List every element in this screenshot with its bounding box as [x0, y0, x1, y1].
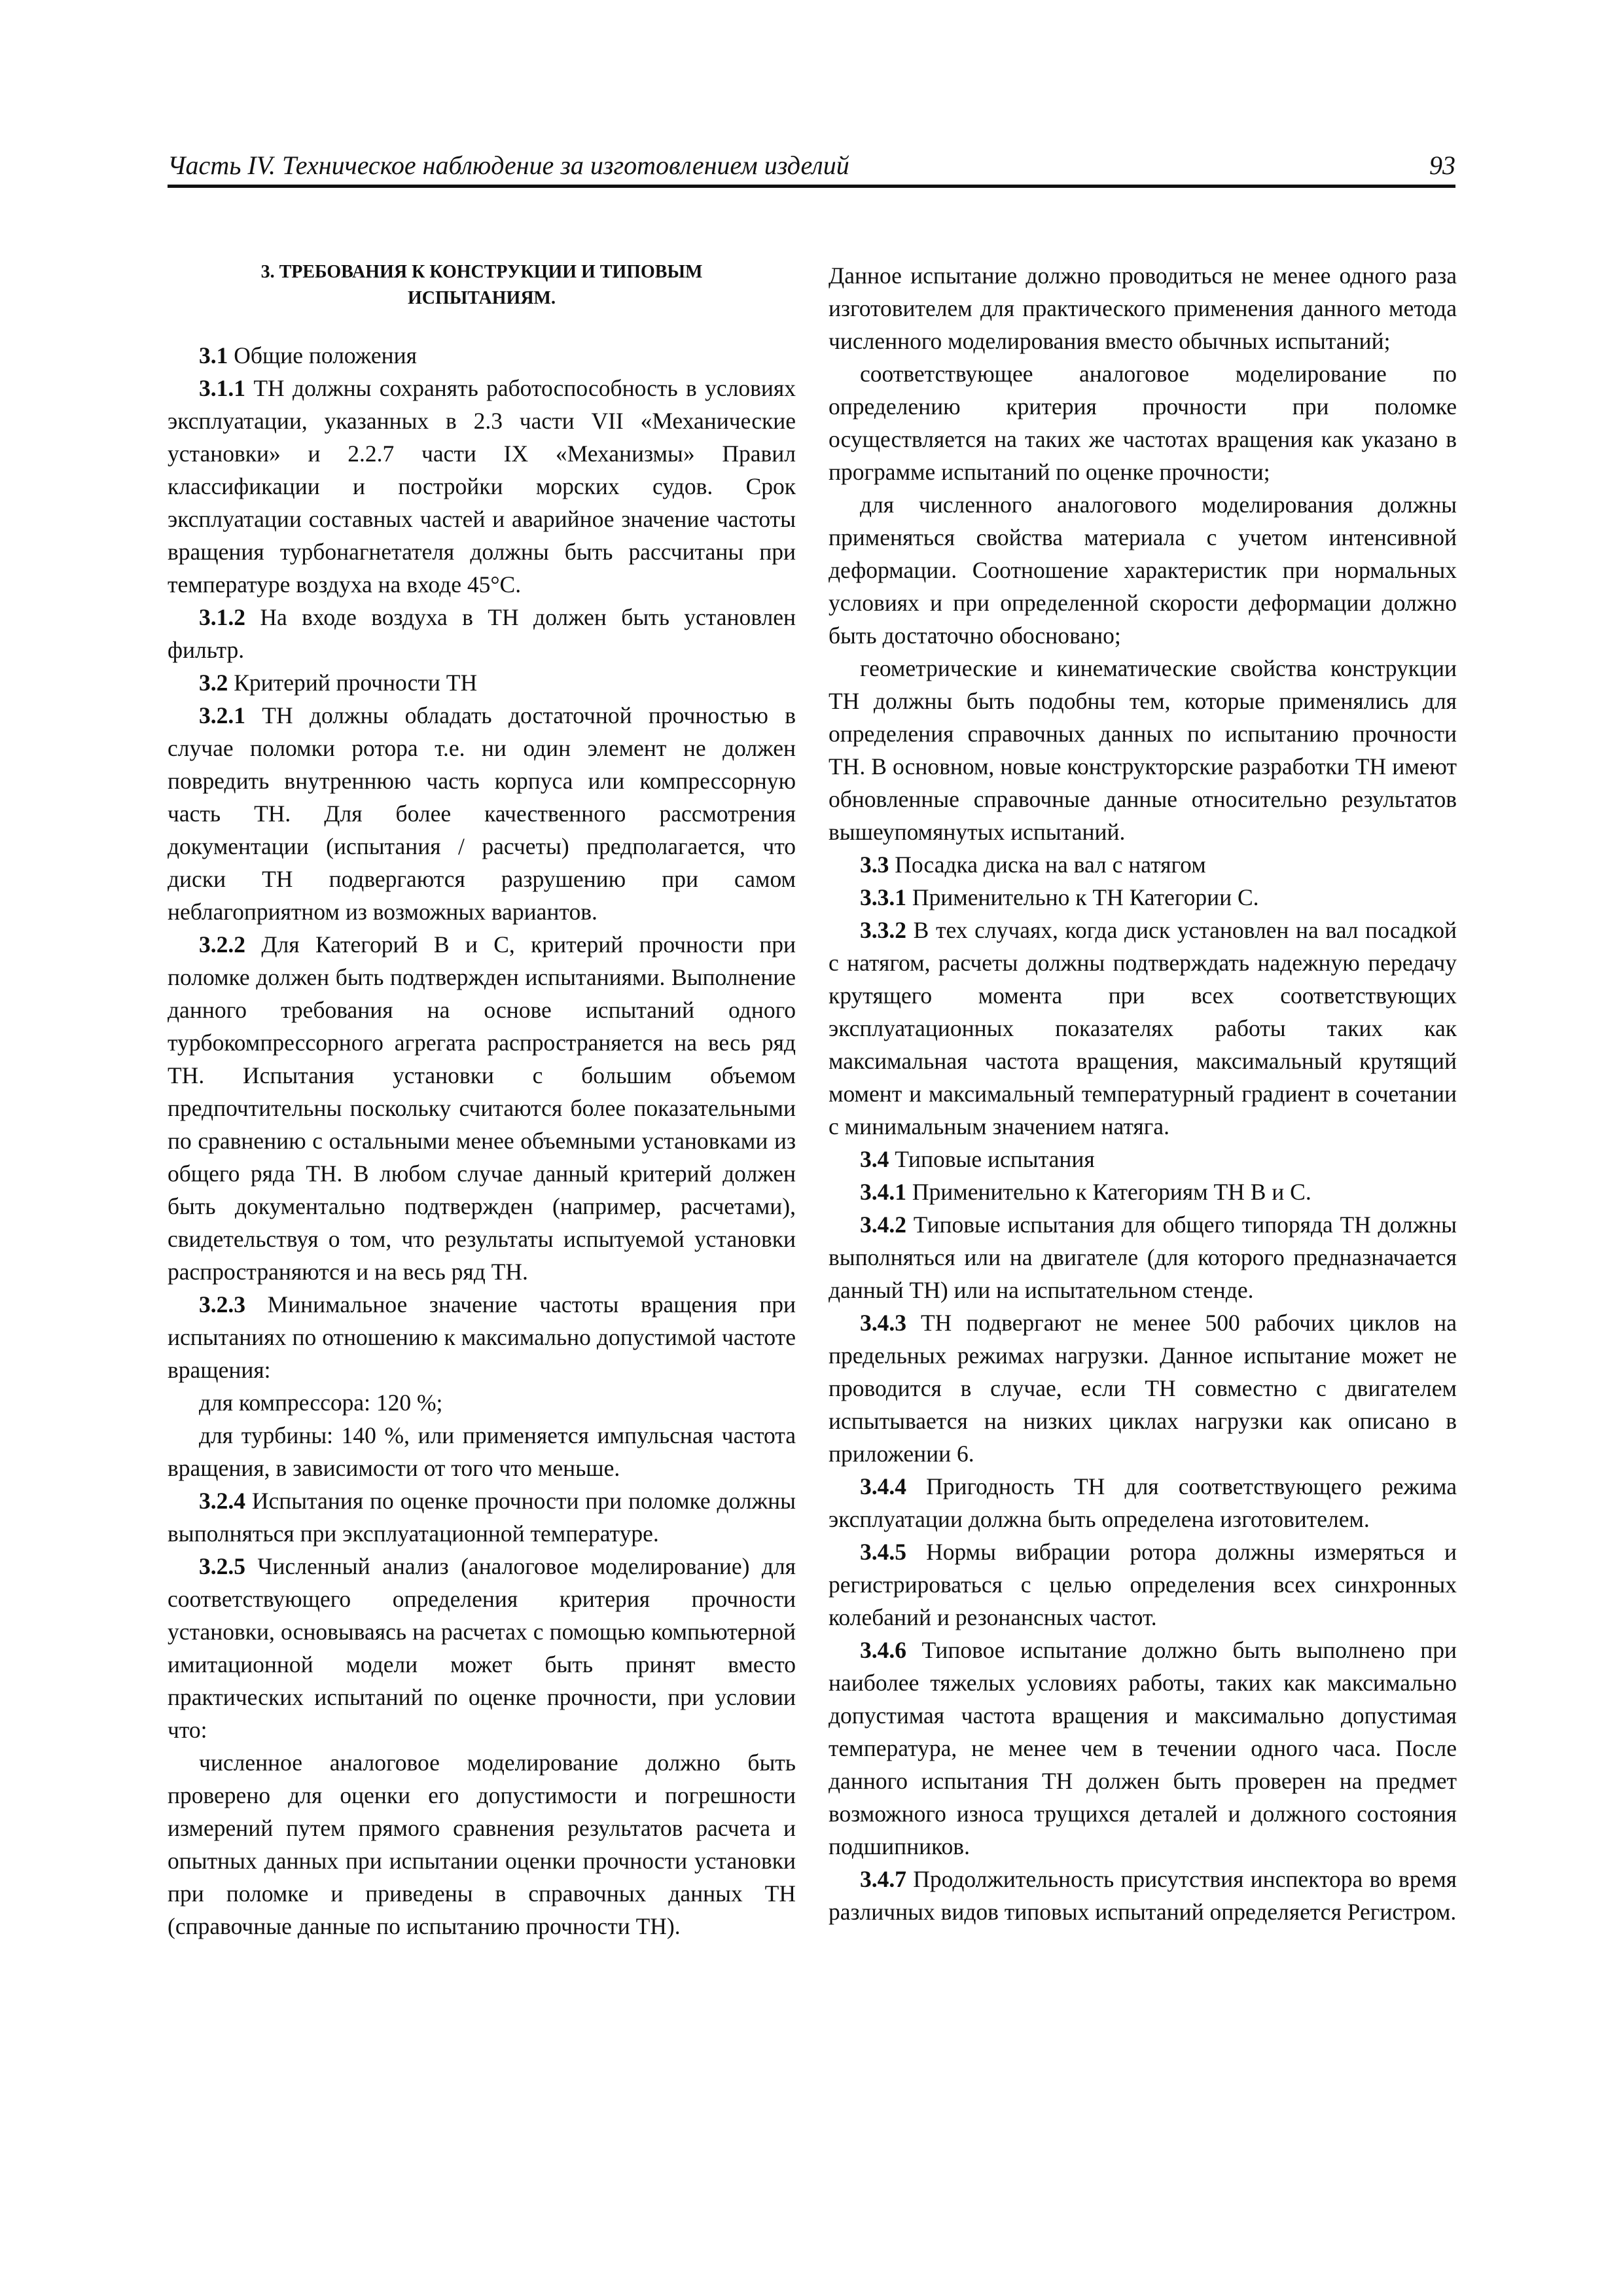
paragraph: [829, 1175, 1457, 1208]
paragraph-text: Минимальное значение частоты вращения при испытаниях по отношению к максимально допустимой частоте вращения:: [168, 1291, 796, 1383]
clause-number: 3.2.4: [199, 1488, 245, 1514]
paragraph: [168, 1550, 796, 1746]
clause-number: 3.2: [199, 670, 228, 696]
clause-number: 3.3.1: [860, 884, 906, 910]
section-title-line-2: ИСПЫТАНИЯМ.: [408, 288, 556, 308]
running-header: [168, 145, 1455, 188]
clause-number: 3.3: [860, 852, 889, 878]
paragraph: [168, 372, 796, 601]
page-number: 93: [1429, 151, 1455, 180]
paragraph-text: соответствующее аналоговое моделирование по определению критерия прочности при поломке осуществляется на таких же частотах вращения как указано в программе испытаний по оценке прочности;: [829, 361, 1457, 485]
paragraph: [829, 1208, 1457, 1306]
paragraph: [829, 1470, 1457, 1535]
paragraph-text: Продолжительность присутствия инспектора во время различных видов типовых испытаний определяется Регистром.: [829, 1866, 1457, 1925]
paragraph: [829, 1535, 1457, 1634]
paragraph: [829, 1306, 1457, 1470]
paragraph: [829, 357, 1457, 488]
clause-number: 3.4.3: [860, 1310, 906, 1336]
paragraph-text: Пригодность ТН для соответствующего режима эксплуатации должна быть определена изготовителем.: [829, 1473, 1457, 1532]
paragraph: [168, 1288, 796, 1386]
paragraph: [829, 488, 1457, 652]
paragraph-text: Для Категорий В и С, критерий прочности при поломке должен быть подтвержден испытаниями. Выполнение данного требования на основе испытаний одного турбокомпрессорного агрегата распространяется на весь ряд ТН. Испытания установки с большим объемом предпочтительны поскольку считаются более показательными по сравнению с остальными менее объемными установками из общего ряда ТН. В любом случае данный критерий должен быть документально подтвержден (например, расчетами), свидетельствуя о том, что результаты испытуемой установки распространяются и на весь ряд ТН.: [168, 931, 796, 1285]
paragraph-text: для турбины: 140 %, или применяется импульсная частота вращения, в зависимости от того что меньше.: [168, 1422, 796, 1481]
paragraph: [829, 652, 1457, 848]
paragraph-text: На входе воздуха в ТН должен быть установлен фильтр.: [168, 604, 796, 663]
clause-number: 3.2.1: [199, 702, 245, 728]
paragraph-text: Данное испытание должно проводиться не менее одного раза изготовителем для практического применения данного метода численного моделирования вместо обычных испытаний;: [829, 262, 1457, 354]
clause-number: 3.2.3: [199, 1291, 245, 1318]
clause-number: 3.4.5: [860, 1539, 906, 1565]
left-column: [168, 259, 796, 2223]
paragraph: [829, 1863, 1457, 1928]
paragraph-text: Типовые испытания для общего типоряда ТН должны выполняться или на двигателе (для которого предназначается данный ТН) или на испытательном стенде.: [829, 1211, 1457, 1303]
paragraph-text: для численного аналогового моделирования должны применяться свойства материала с учетом интенсивной деформации. Соотношение характеристик при нормальных условиях и при определенной скорости деформации должно быть достаточно обосновано;: [829, 492, 1457, 649]
paragraph-text: Испытания по оценке прочности при поломке должны выполняться при эксплуатационной температуре.: [168, 1488, 796, 1547]
paragraph: [829, 881, 1457, 914]
clause-number: 3.4.1: [860, 1179, 906, 1205]
paragraph: [168, 928, 796, 1288]
paragraph: [168, 339, 796, 372]
clause-number: 3.2.5: [199, 1553, 245, 1579]
header-title: Часть IV. Техническое наблюдение за изготовлением изделий: [168, 151, 849, 180]
clause-number: 3.4.7: [860, 1866, 906, 1892]
paragraph: [168, 699, 796, 928]
clause-number: 3.4.4: [860, 1473, 906, 1499]
right-column-body: [829, 259, 1457, 1928]
paragraph-text: Применительно к ТН Категории С.: [906, 884, 1259, 910]
section-title: [168, 259, 796, 312]
paragraph: [829, 914, 1457, 1143]
paragraph-text: Применительно к Категориям ТН В и С.: [906, 1179, 1311, 1205]
paragraph-text: Численный анализ (аналоговое моделирование) для соответствующего определения критерия прочности установки, основываясь на расчетах с помощью компьютерной имитационной модели может быть принят вместо практических испытаний по оценке прочности, при условии что:: [168, 1553, 796, 1743]
paragraph-text: Нормы вибрации ротора должны измеряться и регистрироваться с целью определения всех синхронных колебаний и резонансных частот.: [829, 1539, 1457, 1630]
paragraph-text: Общие положения: [228, 342, 417, 368]
paragraph-text: Типовые испытания: [889, 1146, 1095, 1172]
paragraph-text: ТН должны обладать достаточной прочностью в случае поломки ротора т.е. ни один элемент не должен повредить внутреннюю часть корпуса или компрессорную часть ТН. Для более качественного рассмотрения документации (испытания / расчеты) предполагается, что диски ТН подвергаются разрушению при самом неблагоприятном из возможных вариантов.: [168, 702, 796, 925]
paragraph-text: ТН должны сохранять работоспособность в условиях эксплуатации, указанных в 2.3 части VII «Механические установки» и 2.2.7 части IX «Механизмы» Правил классификации и постройки морских судов. Срок эксплуатации составных частей и аварийное значение частоты вращения турбонагнетателя должны быть рассчитаны при температуре воздуха на входе 45°С.: [168, 375, 796, 598]
section-title-line-1: 3. ТРЕБОВАНИЯ К КОНСТРУКЦИИ И ТИПОВЫМ: [260, 262, 703, 282]
paragraph-text: для компрессора: 120 %;: [199, 1390, 443, 1416]
paragraph-text: ТН подвергают не менее 500 рабочих циклов на предельных режимах нагрузки. Данное испытание может не проводится в случае, если ТН совместно с двигателем испытывается на низких циклах нагрузки как описано в приложении 6.: [829, 1310, 1457, 1467]
clause-number: 3.4.6: [860, 1637, 906, 1663]
paragraph: [168, 1746, 796, 1943]
clause-number: 3.2.2: [199, 931, 245, 958]
paragraph-text: Посадка диска на вал с натягом: [889, 852, 1206, 878]
paragraph: [168, 601, 796, 666]
paragraph: [168, 666, 796, 699]
paragraph: [829, 848, 1457, 881]
paragraph-text: В тех случаях, когда диск установлен на вал посадкой с натягом, расчеты должны подтверждать надежную передачу крутящего момента при всех соответствующих эксплуатационных показателях работы таких как максимальная частота вращения, максимальный крутящий момент и максимальный температурный градиент в сочетании с минимальным значением натяга.: [829, 917, 1457, 1139]
paragraph: [168, 1484, 796, 1550]
paragraph: [168, 1419, 796, 1484]
paragraph: [168, 1386, 796, 1419]
paragraph-text: геометрические и кинематические свойства конструкции ТН должны быть подобны тем, которые применялись для определения справочных данных по испытанию прочности ТН. В основном, новые конструкторские разработки ТН имеют обновленные справочные данные относительно результатов вышеупомянутых испытаний.: [829, 655, 1457, 845]
paragraph-text: Типовое испытание должно быть выполнено при наиболее тяжелых условиях работы, таких как максимально допустимая частота вращения и максимально допустимая температура, не менее чем в течении одного часа. После данного испытания ТН должен быть проверен на предмет возможного износа трущихся деталей и должного состояния подшипников.: [829, 1637, 1457, 1859]
clause-number: 3.4: [860, 1146, 889, 1172]
clause-number: 3.1.1: [199, 375, 245, 401]
paragraph-text: Критерий прочности ТН: [228, 670, 478, 696]
paragraph: [829, 259, 1457, 357]
clause-number: 3.1.2: [199, 604, 245, 630]
clause-number: 3.3.2: [860, 917, 906, 943]
paragraph: [829, 1143, 1457, 1175]
paragraph: [829, 1634, 1457, 1863]
left-column-body: [168, 339, 796, 1943]
right-column: [829, 259, 1457, 2223]
clause-number: 3.4.2: [860, 1211, 906, 1238]
clause-number: 3.1: [199, 342, 228, 368]
paragraph-text: численное аналоговое моделирование должно быть проверено для оценки его допустимости и погрешности измерений путем прямого сравнения результатов расчета и опытных данных при испытании оценки прочности установки при поломке и приведены в справочных данных ТН (справочные данные по испытанию прочности ТН).: [168, 1749, 796, 1939]
